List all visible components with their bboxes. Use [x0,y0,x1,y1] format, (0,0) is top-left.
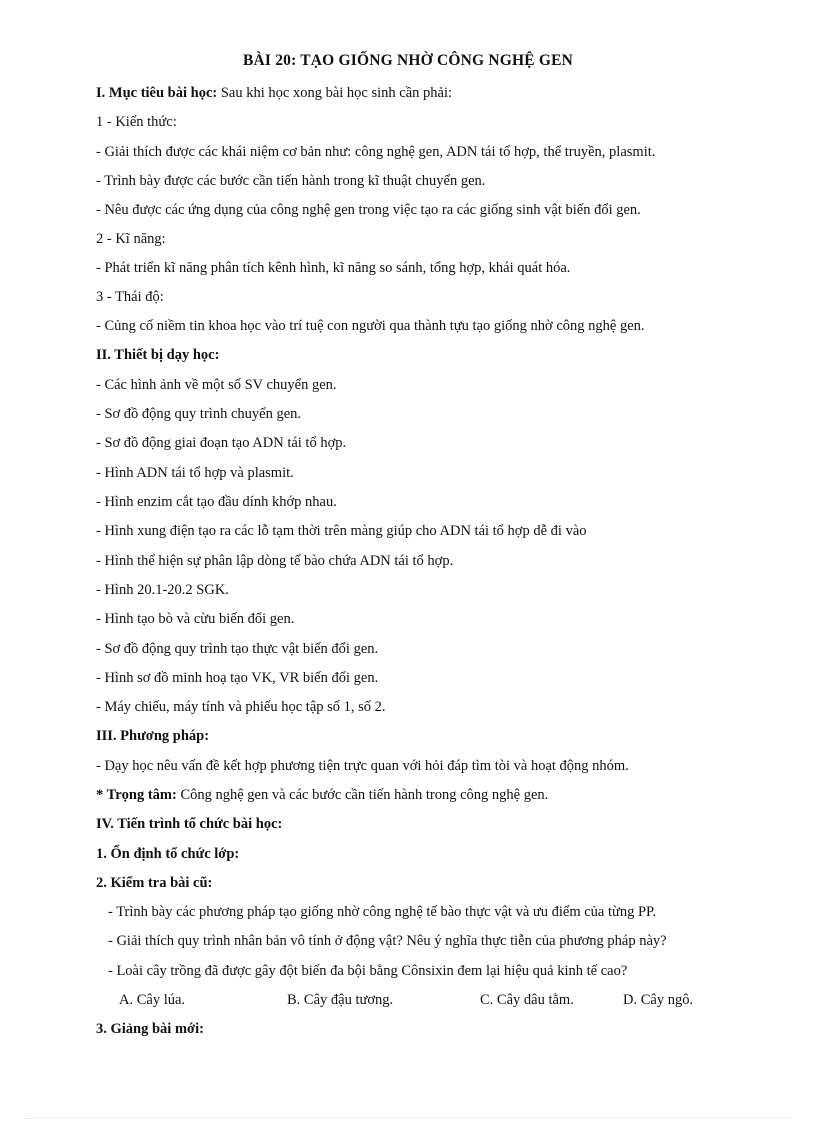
attitude-item: - Củng cố niềm tin khoa học vào trí tuệ con người qua thành tựu tạo giống nhờ công nghệ gen. [96,318,645,334]
answer-option-b: B. Cây đậu tương. [287,992,394,1008]
equipment-item: - Máy chiếu, máy tính và phiếu học tập số 1, số 2. [96,699,386,715]
process-heading: IV. Tiến trình tổ chức bài học: [96,816,283,832]
focus-line [96,786,548,804]
review-heading: 2. Kiểm tra bài cũ: [96,875,213,891]
equipment-heading: II. Thiết bị dạy học: [96,347,220,363]
equipment-item: - Hình xung điện tạo ra các lỗ tạm thời trên màng giúp cho ADN tái tổ hợp dễ đi vào [96,523,587,539]
review-question: - Loài cây trồng đã được gây đột biến đa bội bằng Cônsixin đem lại hiệu quả kinh tế cao? [108,963,628,979]
equipment-item: - Sơ đồ động quy trình chuyển gen. [96,406,302,422]
knowledge-label: 1 - Kiến thức: [96,114,177,130]
page-bottom-divider [24,1118,792,1119]
knowledge-item: - Nêu được các ứng dụng của công nghệ gen trong việc tạo ra các giống sinh vật biến đổi gen. [96,202,641,218]
review-question: - Trình bày các phương pháp tạo giống nhờ công nghệ tế bào thực vật và ưu điểm của từng PP. [108,904,657,920]
equipment-item: - Hình ADN tái tổ hợp và plasmit. [96,465,294,481]
equipment-item: - Hình enzim cắt tạo đầu dính khớp nhau. [96,494,337,510]
equipment-item: - Hình tạo bò và cừu biến đổi gen. [96,611,295,627]
knowledge-item: - Giải thích được các khái niệm cơ bản như: công nghệ gen, ADN tái tổ hợp, thể truyền, plasmit. [96,144,656,160]
class-organization-heading: 1. Ổn định tổ chức lớp: [96,846,240,862]
skill-label: 2 - Kĩ năng: [96,231,166,247]
skill-item: - Phát triển kĩ năng phân tích kênh hình, kĩ năng so sánh, tổng hợp, khái quát hóa. [96,260,571,276]
attitude-label: 3 - Thái độ: [96,289,164,305]
equipment-item: - Hình sơ đồ minh hoạ tạo VK, VR biến đổi gen. [96,670,379,686]
equipment-item: - Sơ đồ động giai đoạn tạo ADN tái tổ hợp. [96,435,347,451]
method-text: - Dạy học nêu vấn đề kết hợp phương tiện trực quan với hỏi đáp tìm tòi và hoạt động nhóm. [96,758,629,774]
focus-text: Công nghệ gen và các bước cần tiến hành trong công nghệ gen. [176,787,549,803]
objectives-line [96,84,452,102]
knowledge-item: - Trình bày được các bước cần tiến hành trong kĩ thuật chuyển gen. [96,173,486,189]
review-question: - Giải thích quy trình nhân bản vô tính ở động vật? Nêu ý nghĩa thực tiễn của phương pháp này? [108,933,667,949]
objectives-heading: I. Mục tiêu bài học: [96,85,218,101]
focus-label: * Trọng tâm: [96,787,177,803]
answer-option-d: D. Cây ngô. [623,992,694,1008]
equipment-item: - Sơ đồ động quy trình tạo thực vật biến đổi gen. [96,641,379,657]
equipment-item: - Các hình ảnh về một số SV chuyển gen. [96,377,337,393]
new-lesson-heading: 3. Giảng bài mới: [96,1021,204,1037]
answer-option-c: C. Cây dâu tằm. [480,992,574,1008]
answer-option-a: A. Cây lúa. [119,992,186,1008]
method-heading: III. Phương pháp: [96,728,210,744]
equipment-item: - Hình thể hiện sự phân lập dòng tế bào chứa ADN tái tổ hợp. [96,553,454,569]
objectives-intro: Sau khi học xong bài học sinh cần phải: [217,85,453,101]
equipment-item: - Hình 20.1-20.2 SGK. [96,582,229,598]
lesson-title: BÀI 20: TẠO GIỐNG NHỜ CÔNG NGHỆ GEN [242,52,574,69]
